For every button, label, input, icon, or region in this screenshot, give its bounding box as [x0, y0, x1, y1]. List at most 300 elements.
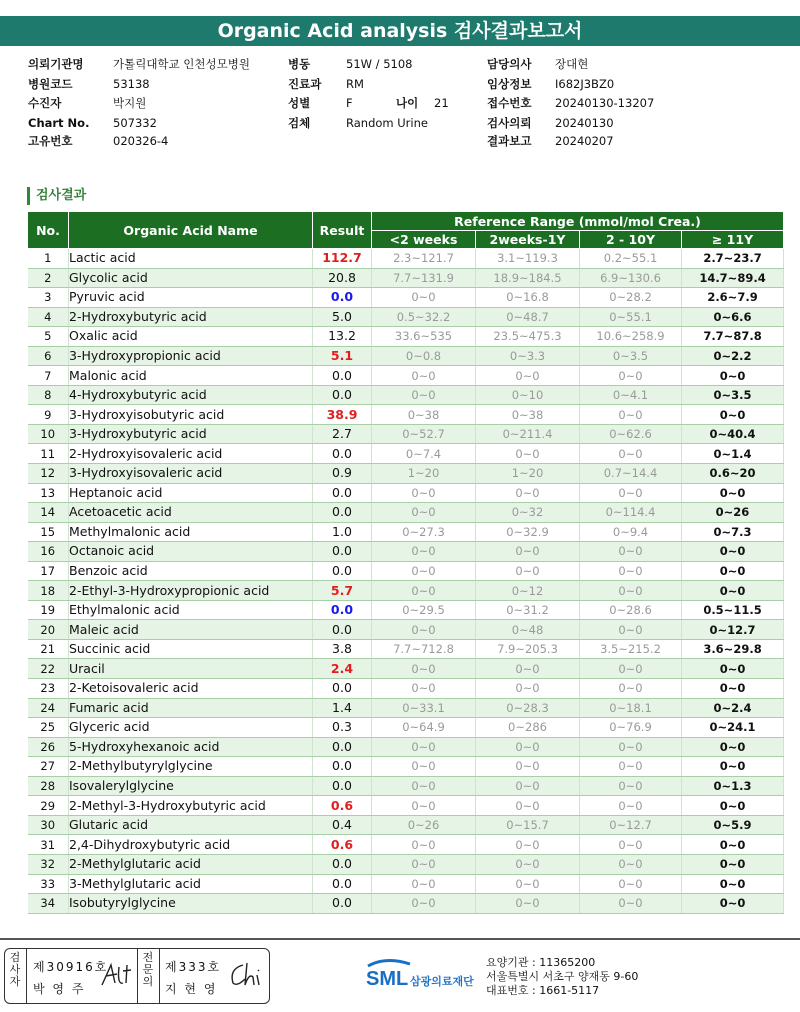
acid-name: 3-Hydroxypropionic acid	[69, 346, 313, 366]
result-value: 5.7	[313, 581, 372, 601]
result-value: 0.4	[313, 815, 372, 835]
table-row	[28, 405, 784, 425]
ref-2-10y: 0~12.7	[580, 815, 682, 835]
table-row	[28, 464, 784, 484]
result-value: 20.8	[313, 268, 372, 288]
row-number: 19	[28, 600, 69, 620]
result-value: 0.0	[313, 542, 372, 562]
ref-2weeks-1y: 0~0	[476, 796, 580, 816]
ref-2-10y: 0~62.6	[580, 424, 682, 444]
info-label: 접수번호	[487, 96, 532, 110]
ref-under-2-weeks: 0~0	[372, 874, 476, 894]
table-row	[28, 815, 784, 835]
ref-11y-plus: 0~7.3	[682, 522, 784, 542]
ref-2-10y: 0~0	[580, 405, 682, 425]
result-value: 1.4	[313, 698, 372, 718]
ref-under-2-weeks: 0~0	[372, 757, 476, 777]
acid-name: 3-Hydroxybutyric acid	[69, 424, 313, 444]
acid-name: 2-Hydroxybutyric acid	[69, 307, 313, 327]
row-number: 7	[28, 366, 69, 386]
result-value: 0.0	[313, 444, 372, 464]
ref-2weeks-1y: 0~10	[476, 385, 580, 405]
ref-under-2-weeks: 0~0	[372, 581, 476, 601]
row-number: 34	[28, 894, 69, 914]
table-row	[28, 542, 784, 562]
ref-2weeks-1y: 0~32.9	[476, 522, 580, 542]
ref-under-2-weeks: 0~0	[372, 366, 476, 386]
ref-11y-plus: 0~0	[682, 835, 784, 855]
result-value: 0.0	[313, 776, 372, 796]
ref-under-2-weeks: 0~0	[372, 288, 476, 308]
info-value: 20240130-13207	[555, 96, 655, 110]
row-number: 21	[28, 639, 69, 659]
row-number: 16	[28, 542, 69, 562]
footer-divider	[0, 938, 800, 940]
row-number: 30	[28, 815, 69, 835]
row-number: 29	[28, 796, 69, 816]
acid-name: Maleic acid	[69, 620, 313, 640]
ref-under-2-weeks: 7.7~712.8	[372, 639, 476, 659]
ref-2-10y: 0~0	[580, 542, 682, 562]
result-value: 38.9	[313, 405, 372, 425]
section-title: 검사결과	[27, 187, 86, 205]
info-row	[487, 96, 654, 110]
ref-2weeks-1y: 23.5~475.3	[476, 327, 580, 347]
ref-2weeks-1y: 3.1~119.3	[476, 249, 580, 269]
info-row	[288, 77, 364, 91]
row-number: 33	[28, 874, 69, 894]
ref-2weeks-1y: 0~0	[476, 737, 580, 757]
result-value: 0.0	[313, 483, 372, 503]
ref-2-10y: 0~0	[580, 737, 682, 757]
ref-2-10y: 0~0	[580, 561, 682, 581]
ref-2weeks-1y: 0~15.7	[476, 815, 580, 835]
ref-2weeks-1y: 0~0	[476, 366, 580, 386]
acid-name: Succinic acid	[69, 639, 313, 659]
info-row	[288, 96, 449, 110]
info-value: I682J3BZ0	[555, 77, 615, 91]
examiner-signature	[99, 961, 133, 989]
acid-name: Octanoic acid	[69, 542, 313, 562]
ref-under-2-weeks: 0~26	[372, 815, 476, 835]
row-number: 18	[28, 581, 69, 601]
row-number: 8	[28, 385, 69, 405]
specialist-signature	[227, 959, 265, 991]
results-body	[28, 249, 784, 914]
result-value: 0.0	[313, 288, 372, 308]
org-address: 서울특별시 서초구 양재동 9-60	[486, 970, 639, 983]
acid-name: Malonic acid	[69, 366, 313, 386]
result-value: 0.0	[313, 737, 372, 757]
row-number: 3	[28, 288, 69, 308]
table-row	[28, 835, 784, 855]
ref-under-2-weeks: 0~0	[372, 854, 476, 874]
info-row	[28, 96, 146, 110]
ref-2weeks-1y: 0~0	[476, 835, 580, 855]
result-value: 0.0	[313, 854, 372, 874]
ref-2weeks-1y: 1~20	[476, 464, 580, 484]
ref-11y-plus: 0~0	[682, 405, 784, 425]
result-value: 3.8	[313, 639, 372, 659]
table-row	[28, 854, 784, 874]
ref-under-2-weeks: 0~0	[372, 796, 476, 816]
acid-name: Isovalerylglycine	[69, 776, 313, 796]
ref-under-2-weeks: 0~0	[372, 737, 476, 757]
ref-11y-plus: 0.5~11.5	[682, 600, 784, 620]
result-value: 0.9	[313, 464, 372, 484]
result-value: 0.0	[313, 679, 372, 699]
ref-11y-plus: 0~40.4	[682, 424, 784, 444]
row-number: 28	[28, 776, 69, 796]
ref-2-10y: 6.9~130.6	[580, 268, 682, 288]
ref-2-10y: 0~0	[580, 366, 682, 386]
result-value: 2.7	[313, 424, 372, 444]
examiner-label: 검사자	[9, 951, 21, 988]
ref-2-10y: 0~0	[580, 874, 682, 894]
info-row	[487, 134, 614, 148]
ref-11y-plus: 0~1.3	[682, 776, 784, 796]
table-row	[28, 874, 784, 894]
ref-2-10y: 0~0	[580, 835, 682, 855]
ref-under-2-weeks: 0~52.7	[372, 424, 476, 444]
table-row	[28, 522, 784, 542]
table-row	[28, 894, 784, 914]
specialist-name: 지 현 영	[165, 982, 218, 996]
ref-2-10y: 0~0	[580, 620, 682, 640]
acid-name: 2-Ketoisovaleric acid	[69, 679, 313, 699]
info-label: 임상정보	[487, 77, 532, 91]
info-value: 가톨릭대학교 인천성모병원	[113, 57, 250, 71]
acid-name: 2,4-Dihydroxybutyric acid	[69, 835, 313, 855]
results-table	[27, 211, 784, 914]
row-number: 13	[28, 483, 69, 503]
ref-2-10y: 0~18.1	[580, 698, 682, 718]
acid-name: 2-Methylglutaric acid	[69, 854, 313, 874]
sml-logo-mark	[366, 958, 486, 994]
row-number: 27	[28, 757, 69, 777]
info-value: Random Urine	[346, 116, 428, 130]
row-number: 24	[28, 698, 69, 718]
ref-2-10y: 0~0	[580, 659, 682, 679]
info-value: F	[346, 96, 353, 110]
ref-2-10y: 0~0	[580, 483, 682, 503]
ref-11y-plus: 0~0	[682, 659, 784, 679]
row-number: 9	[28, 405, 69, 425]
row-number: 25	[28, 718, 69, 738]
acid-name: 3-Hydroxyisobutyric acid	[69, 405, 313, 425]
ref-11y-plus: 0.6~20	[682, 464, 784, 484]
ref-under-2-weeks: 0~0	[372, 483, 476, 503]
ref-2weeks-1y: 0~0	[476, 854, 580, 874]
info-label: 담당의사	[487, 57, 532, 71]
table-row	[28, 483, 784, 503]
ref-11y-plus: 0~0	[682, 854, 784, 874]
ref-2-10y: 0~3.5	[580, 346, 682, 366]
table-row	[28, 366, 784, 386]
ref-11y-plus: 0~6.6	[682, 307, 784, 327]
ref-2-10y: 3.5~215.2	[580, 639, 682, 659]
ref-under-2-weeks: 7.7~131.9	[372, 268, 476, 288]
info-label: 병동	[288, 57, 311, 71]
acid-name: Lactic acid	[69, 249, 313, 269]
header-ref-under-2-weeks: <2 weeks	[372, 231, 476, 249]
header-ref-2-10y: 2 - 10Y	[580, 231, 682, 249]
ref-2weeks-1y: 0~0	[476, 757, 580, 777]
table-row	[28, 307, 784, 327]
table-row	[28, 268, 784, 288]
ref-2weeks-1y: 0~0	[476, 444, 580, 464]
ref-2-10y: 0.7~14.4	[580, 464, 682, 484]
age-value: 21	[434, 96, 449, 110]
ref-under-2-weeks: 0~0	[372, 561, 476, 581]
info-label: 결과보고	[487, 134, 532, 148]
info-value: 507332	[113, 116, 157, 130]
ref-11y-plus: 0~12.7	[682, 620, 784, 640]
row-number: 23	[28, 679, 69, 699]
row-number: 12	[28, 464, 69, 484]
acid-name: Glycolic acid	[69, 268, 313, 288]
ref-2-10y: 0.2~55.1	[580, 249, 682, 269]
ref-11y-plus: 2.7~23.7	[682, 249, 784, 269]
org-contact	[486, 956, 638, 998]
acid-name: 2-Ethyl-3-Hydroxypropionic acid	[69, 581, 313, 601]
info-label: 의뢰기관명	[28, 57, 84, 71]
ref-2weeks-1y: 0~0	[476, 894, 580, 914]
result-value: 0.0	[313, 620, 372, 640]
acid-name: 2-Hydroxyisovaleric acid	[69, 444, 313, 464]
ref-2weeks-1y: 0~0	[476, 561, 580, 581]
row-number: 11	[28, 444, 69, 464]
ref-under-2-weeks: 0~0	[372, 659, 476, 679]
ref-under-2-weeks: 0~7.4	[372, 444, 476, 464]
ref-under-2-weeks: 0~0.8	[372, 346, 476, 366]
specialist-license: 제333호	[165, 960, 222, 974]
table-row	[28, 659, 784, 679]
table-row	[28, 385, 784, 405]
ref-2weeks-1y: 0~38	[476, 405, 580, 425]
info-label: 병원코드	[28, 77, 73, 91]
header-ref-11y-plus: ≥ 11Y	[682, 231, 784, 249]
table-row	[28, 249, 784, 269]
ref-11y-plus: 7.7~87.8	[682, 327, 784, 347]
info-label: Chart No.	[28, 116, 90, 130]
info-value: 20240130	[555, 116, 614, 130]
table-row	[28, 581, 784, 601]
result-value: 0.6	[313, 796, 372, 816]
acid-name: Fumaric acid	[69, 698, 313, 718]
ref-2weeks-1y: 0~211.4	[476, 424, 580, 444]
row-number: 10	[28, 424, 69, 444]
row-number: 31	[28, 835, 69, 855]
ref-under-2-weeks: 0~0	[372, 894, 476, 914]
acid-name: Ethylmalonic acid	[69, 600, 313, 620]
ref-2-10y: 0~0	[580, 894, 682, 914]
result-value: 0.0	[313, 894, 372, 914]
table-row	[28, 424, 784, 444]
row-number: 5	[28, 327, 69, 347]
result-value: 0.0	[313, 503, 372, 523]
table-row	[28, 737, 784, 757]
ref-11y-plus: 0~0	[682, 679, 784, 699]
result-value: 1.0	[313, 522, 372, 542]
result-value: 0.0	[313, 874, 372, 894]
row-number: 15	[28, 522, 69, 542]
result-value: 0.0	[313, 600, 372, 620]
ref-11y-plus: 0~0	[682, 542, 784, 562]
header-result: Result	[313, 212, 372, 249]
ref-under-2-weeks: 0~0	[372, 620, 476, 640]
ref-under-2-weeks: 0.5~32.2	[372, 307, 476, 327]
info-row	[28, 116, 157, 130]
info-row	[288, 57, 412, 71]
ref-under-2-weeks: 0~38	[372, 405, 476, 425]
info-row	[487, 77, 614, 91]
ref-under-2-weeks: 2.3~121.7	[372, 249, 476, 269]
acid-name: Benzoic acid	[69, 561, 313, 581]
ref-under-2-weeks: 0~0	[372, 776, 476, 796]
info-label: 수진자	[28, 96, 62, 110]
result-value: 0.3	[313, 718, 372, 738]
ref-11y-plus: 0~3.5	[682, 385, 784, 405]
info-row	[487, 57, 588, 71]
table-row	[28, 718, 784, 738]
ref-11y-plus: 0~0	[682, 737, 784, 757]
result-value: 0.0	[313, 385, 372, 405]
ref-11y-plus: 0~2.2	[682, 346, 784, 366]
info-value: 박지원	[113, 96, 147, 110]
ref-11y-plus: 0~5.9	[682, 815, 784, 835]
ref-2weeks-1y: 0~3.3	[476, 346, 580, 366]
acid-name: 5-Hydroxyhexanoic acid	[69, 737, 313, 757]
info-row	[28, 134, 168, 148]
report-title: Organic Acid analysis 검사결과보고서	[0, 16, 800, 46]
header-name: Organic Acid Name	[69, 212, 313, 249]
ref-2weeks-1y: 0~31.2	[476, 600, 580, 620]
ref-2weeks-1y: 0~0	[476, 679, 580, 699]
acid-name: Glutaric acid	[69, 815, 313, 835]
result-value: 0.0	[313, 561, 372, 581]
result-value: 0.6	[313, 835, 372, 855]
acid-name: 2-Methyl-3-Hydroxybutyric acid	[69, 796, 313, 816]
org-code: 요양기관 : 11365200	[486, 956, 596, 969]
divider	[26, 949, 27, 1003]
result-value: 0.0	[313, 757, 372, 777]
header-ref-2weeks-1y: 2weeks-1Y	[476, 231, 580, 249]
table-row	[28, 288, 784, 308]
row-number: 2	[28, 268, 69, 288]
acid-name: Oxalic acid	[69, 327, 313, 347]
ref-2-10y: 0~0	[580, 776, 682, 796]
result-value: 13.2	[313, 327, 372, 347]
table-row	[28, 620, 784, 640]
examiner-name: 박 영 주	[33, 982, 86, 996]
ref-2weeks-1y: 0~0	[476, 483, 580, 503]
ref-2weeks-1y: 18.9~184.5	[476, 268, 580, 288]
svg-text:삼광의료재단: 삼광의료재단	[410, 975, 474, 988]
ref-under-2-weeks: 0~33.1	[372, 698, 476, 718]
ref-2-10y: 0~0	[580, 854, 682, 874]
info-value: 51W / 5108	[346, 57, 413, 71]
ref-under-2-weeks: 0~0	[372, 835, 476, 855]
specialist-label: 전문의	[142, 951, 154, 988]
info-value: 020326-4	[113, 134, 169, 148]
ref-2weeks-1y: 0~0	[476, 874, 580, 894]
row-number: 1	[28, 249, 69, 269]
ref-2weeks-1y: 0~48	[476, 620, 580, 640]
table-row	[28, 561, 784, 581]
acid-name: Heptanoic acid	[69, 483, 313, 503]
ref-2weeks-1y: 0~286	[476, 718, 580, 738]
ref-2weeks-1y: 0~32	[476, 503, 580, 523]
acid-name: Glyceric acid	[69, 718, 313, 738]
info-label: 고유번호	[28, 134, 73, 148]
row-number: 17	[28, 561, 69, 581]
info-label: 성별	[288, 96, 311, 110]
info-value: 20240207	[555, 134, 614, 148]
signature-box	[4, 948, 270, 1004]
table-row	[28, 698, 784, 718]
info-label: 검체	[288, 116, 311, 130]
ref-11y-plus: 0~1.4	[682, 444, 784, 464]
acid-name: 2-Methylbutyrylglycine	[69, 757, 313, 777]
ref-2-10y: 0~0	[580, 581, 682, 601]
ref-2weeks-1y: 0~0	[476, 776, 580, 796]
ref-11y-plus: 0~2.4	[682, 698, 784, 718]
table-row	[28, 327, 784, 347]
ref-2weeks-1y: 0~16.8	[476, 288, 580, 308]
ref-under-2-weeks: 0~27.3	[372, 522, 476, 542]
ref-2weeks-1y: 7.9~205.3	[476, 639, 580, 659]
info-value: RM	[346, 77, 364, 91]
ref-11y-plus: 2.6~7.9	[682, 288, 784, 308]
header-no: No.	[28, 212, 69, 249]
svg-text:SML: SML	[366, 968, 409, 990]
result-value: 2.4	[313, 659, 372, 679]
ref-2-10y: 0~55.1	[580, 307, 682, 327]
ref-under-2-weeks: 33.6~535	[372, 327, 476, 347]
ref-11y-plus: 0~0	[682, 483, 784, 503]
ref-2-10y: 0~4.1	[580, 385, 682, 405]
row-number: 26	[28, 737, 69, 757]
divider	[137, 949, 138, 1003]
ref-2-10y: 0~76.9	[580, 718, 682, 738]
ref-11y-plus: 0~24.1	[682, 718, 784, 738]
table-row	[28, 444, 784, 464]
ref-2-10y: 10.6~258.9	[580, 327, 682, 347]
ref-11y-plus: 0~0	[682, 561, 784, 581]
acid-name: 4-Hydroxybutyric acid	[69, 385, 313, 405]
table-row	[28, 639, 784, 659]
table-row	[28, 503, 784, 523]
table-row	[28, 757, 784, 777]
table-row	[28, 776, 784, 796]
ref-2-10y: 0~0	[580, 444, 682, 464]
result-value: 5.0	[313, 307, 372, 327]
ref-2-10y: 0~0	[580, 796, 682, 816]
row-number: 32	[28, 854, 69, 874]
ref-11y-plus: 0~26	[682, 503, 784, 523]
age-label: 나이	[396, 96, 419, 110]
ref-2-10y: 0~0	[580, 679, 682, 699]
ref-under-2-weeks: 0~0	[372, 542, 476, 562]
ref-under-2-weeks: 0~0	[372, 679, 476, 699]
ref-2-10y: 0~114.4	[580, 503, 682, 523]
info-row	[487, 116, 614, 130]
ref-2-10y: 0~9.4	[580, 522, 682, 542]
row-number: 14	[28, 503, 69, 523]
acid-name: Pyruvic acid	[69, 288, 313, 308]
ref-under-2-weeks: 0~0	[372, 385, 476, 405]
